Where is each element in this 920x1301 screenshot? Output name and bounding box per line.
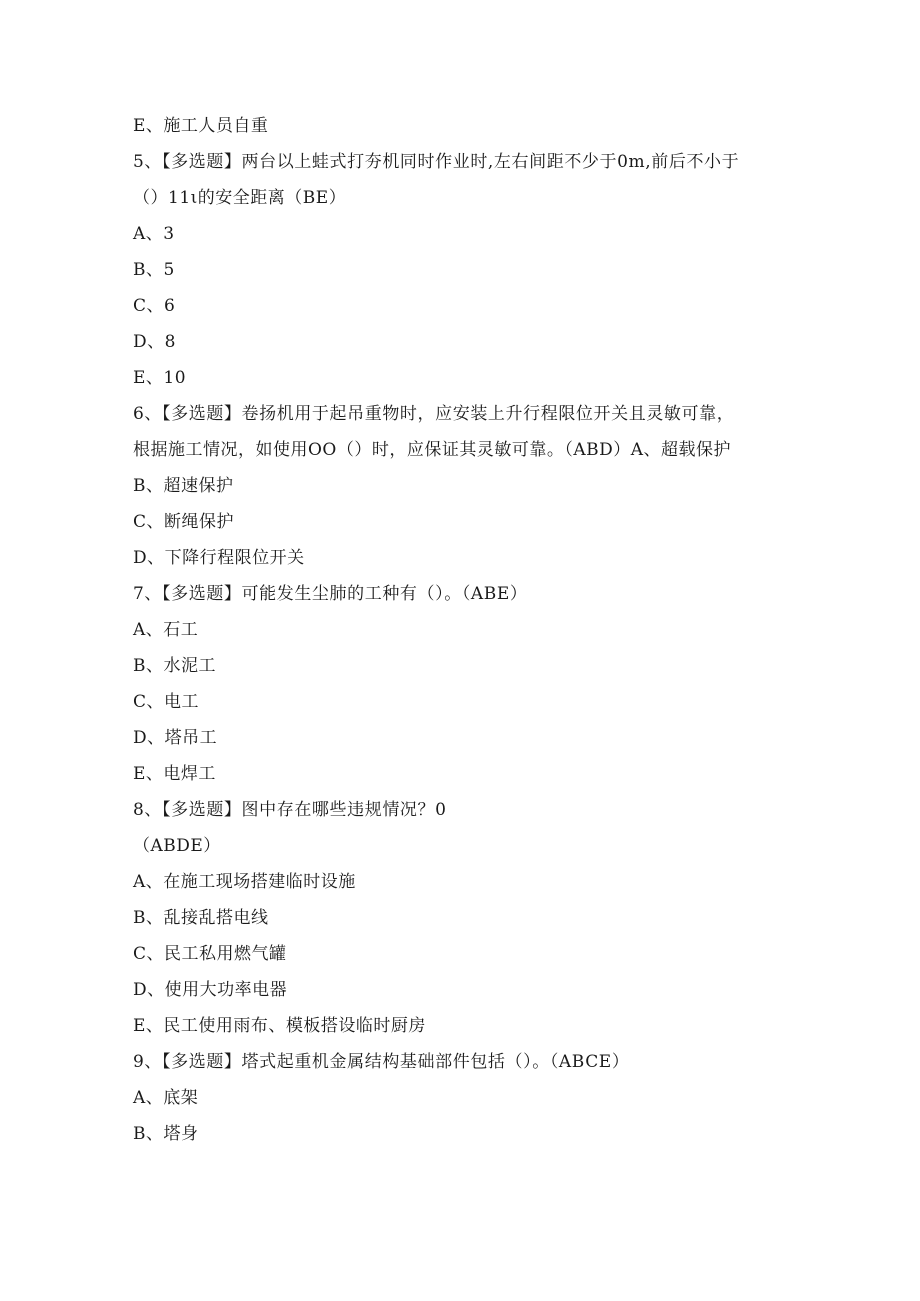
option-line: A、3 bbox=[133, 224, 175, 244]
option-line: D、下降行程限位开关 bbox=[133, 548, 305, 568]
option-line: C、民工私用燃气罐 bbox=[133, 944, 287, 964]
question-continuation-line: 根据施工情况，如使用OO（）时，应保证其灵敏可靠。（ABD）A、超载保护 bbox=[133, 440, 732, 460]
question-line: 5、【多选题】两台以上蛙式打夯机同时作业时,左右间距不少于0m,前后不小于 bbox=[133, 152, 740, 172]
option-line: B、水泥工 bbox=[133, 656, 216, 676]
option-line: E、施工人员自重 bbox=[133, 116, 269, 136]
option-line: C、断绳保护 bbox=[133, 512, 235, 532]
option-line: B、5 bbox=[133, 260, 175, 280]
question-continuation-line: （）11ι的安全距离（BE） bbox=[133, 188, 347, 208]
option-line: E、电焊工 bbox=[133, 764, 216, 784]
option-line: B、超速保护 bbox=[133, 476, 234, 496]
question-line: 9、【多选题】塔式起重机金属结构基础部件包括（）。（ABCE） bbox=[133, 1052, 630, 1072]
question-line: 6、【多选题】卷扬机用于起吊重物时，应安装上升行程限位开关且灵敏可靠， bbox=[133, 404, 735, 424]
question-line: 7、【多选题】可能发生尘肺的工种有（）。（ABE） bbox=[133, 584, 528, 604]
option-line: E、民工使用雨布、模板搭设临时厨房 bbox=[133, 1016, 426, 1036]
question-line: 8、【多选题】图中存在哪些违规情况？0 bbox=[133, 800, 447, 820]
question-continuation-line: （ABDE） bbox=[133, 836, 221, 856]
option-line: C、电工 bbox=[133, 692, 200, 712]
option-line: A、底架 bbox=[133, 1088, 199, 1108]
option-line: D、使用大功率电器 bbox=[133, 980, 288, 1000]
option-line: A、在施工现场搭建临时设施 bbox=[133, 872, 356, 892]
option-line: D、8 bbox=[133, 332, 176, 352]
option-line: E、10 bbox=[133, 368, 187, 388]
option-line: A、石工 bbox=[133, 620, 199, 640]
option-line: B、塔身 bbox=[133, 1124, 199, 1144]
option-line: D、塔吊工 bbox=[133, 728, 218, 748]
option-line: C、6 bbox=[133, 296, 176, 316]
option-line: B、乱接乱搭电线 bbox=[133, 908, 269, 928]
